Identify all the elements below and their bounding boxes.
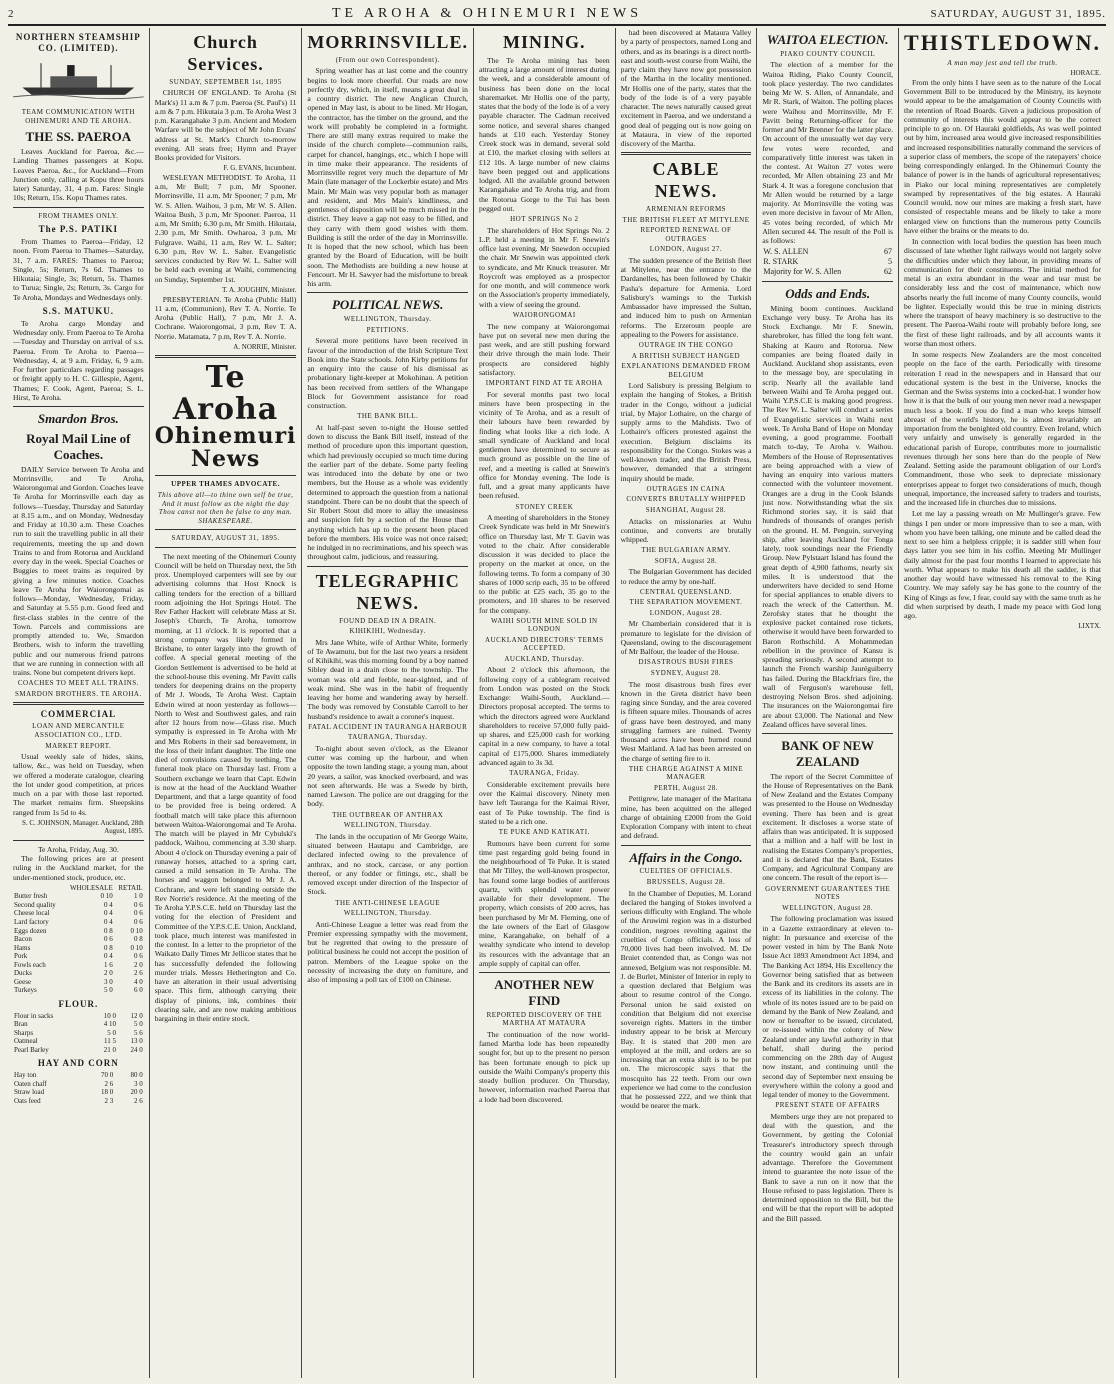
table-row [13,1097,144,1106]
table-cell-r: 2 6 [133,1096,143,1105]
table-cell-item: Oatmeal [14,1037,38,1046]
martha-continued-text: had been discovered at Mataura Valley by a party of prospectors, named Long and others, and as its bearings is a direct north-east and south-west course from Waihi, the party claim they have now got possession of the Martha in the locality mentioned. Mr Hollis one of the party, states that the body of the lode is of a very payable character. The news naturally caused great excitement in Paeroa, and we understand a good deal of pegging out is now going on at Mataura, in view of the reported discovery of the Martha. [620,28,752,148]
table-row [13,952,144,961]
divider [479,972,610,973]
church-signature-2: T. A. JOUGHIN, Minister. [222,285,297,294]
table-cell-w: 0 4 [103,900,113,909]
table-cell-w: 0 10 [100,892,113,901]
divider [13,406,144,407]
anthrax-text: The lands in the occupation of Mr George Waite, situated between Hautapu and Cambridge, are declared infected owing to the prevalence of anthrax, and no stock, carcase, or any portion thereof, or any fodder or fittings, etc., shall be removed except under direction of the Inspector of Stock. [307,831,468,897]
new-find-subheading: REPORTED DISCOVERY OF THE MARTHA AT MATAURA [486,1010,602,1028]
table-row [13,969,144,978]
ship-paeroa-text: Leaves Auckland for Paeroa, &c.—Landing Thames passengers at Kopu. Leaves Paeroa, &c., for Auckland—From Junction only, calling at Kopu three hours later) Saturday, 31, 4 p.m. Fares: Single 10s; Return, 15s. Kopu Thames rates. [13,147,144,203]
church-date: SUNDAY, SEPTEMBER 1st, 1895 [169,77,282,86]
table-row [13,892,144,901]
thistledown-text-2: In connection with local bodies the question has been much discussed of late whether light railways would not largely solve the difficulties under which they labour, in providing means of communication for their constituents. The initial method for metal is an extra abundant in the wear and tear must be considerably less and the cost of maintenance, which now absorbs nearly the full income of many County councils, would be lighter. Especially would this be true in mining districts where the transport of heavy machinery is so destructive to the present. The Paeroa-Waihi route will probably before long, see the first of these light railroads, and by all accounts wants it worse than most others. [904,237,1102,348]
table-cell-w: 5 0 [107,1028,116,1037]
auckland-text: About 2 o'clock this afternoon, the following copy of a cablegram received from London was posted on the Stock Exchange: Waihi-South, Auckland.—Directors proposal accepted. The terms to which the directors agreed were Auckland shareholders to receive 57,000 fully paid-up shares, and £25,000 cash for working capital in a new company, to have a total capital of £175,000. Shares immediately advanced again to 3s 3d. [478,665,610,767]
produce-table [13,884,144,995]
epigraph: A man may jest and tell the truth. [947,58,1058,67]
table-cell-r: 0 10 [130,943,143,952]
table-cell-item: Lard factory [14,917,49,926]
table-cell-item: Oaten chaff [14,1079,47,1088]
mine-manager-text: Pettigrew, late manager of the Maritana mine, has been acquitted on the alleged charge of obtaining £2000 from the Gold Exploration Company with intent to cheat and defraud. [620,794,752,841]
table-cell-r: 2 0 [133,960,143,969]
column-6 [757,28,899,1378]
important-find-heading: IMPORTANT FIND AT TE AROHA [485,379,603,388]
table-cell-r: 0 6 [133,900,143,909]
table-row [13,1020,144,1029]
cruelties-heading: CUELTIES OF OFFICIALS. [639,867,733,876]
table-cell-votes: 62 [884,266,893,276]
table-row [13,961,144,970]
coach-text: DAILY Service between Te Aroha and Morrinsville, and Te Aroha, Waiorongomai and Gordon. Coaches leave Te Aroha for Morrinsville each day as follows—Tuesday, Thursday and Saturday at 8.15 a.m., and on Monday, Wednesday and Friday at 10.30 a.m. These Coaches run to suit the travelling public in all their requirements, meeting the up and down Trains to and from Rotorua and Auckland every day in the week. Special Coaches or Buggies to meet trains as required by giving a few minutes notice. Coaches leave Te Aroha for Waiorongomai as follows—Monday, Wednesday, Friday, and Saturday at 5.55 p.m. Good feed and first-class stables in the centre of the Town. Parcels and commissions are promptly attended to. We, Smardon Brothers, wish to inform the travelling public and our numerous friend patrons that we are running in connection with all trains. None but competent drivers kept. [13,464,144,678]
morrinsville-text: Spring weather has at last come and the country begins to look more cheerful. Our roads are now perfectly dry, which, in itself, means a great deal in a country district. The new Anglican Church, opened in May last, is about to be lined. Mr Hogan, the contractor, has the timber on the ground, and the work will probably be completed in a fortnight. There are still many extras required to make the inside of the church complete—communion rails, carpet for chancel, hangings, etc., which I hope will in time make their appearance. The residents of Morrinsville regret very much the departure of Mr Main (late manager of the Lockerbie estate) and Mrs Main. Mr Main was very popular both as manager and resident, and Mrs Main's kindliness, and gentleness of disposition will be much missed in the district. They leave a gap not easy to be filled, and they carry with them good wishes with them. Building is still the order of the day in Morrinsville. It is hoped that the new school, which has been granted by the Board of Education, will be built soon. The Methodists are building a new house at Fencourt. Mr H. Sawyer had the misfortune to break his arm. [307,66,468,289]
table-row [13,1037,144,1046]
table-row [13,944,144,953]
table-cell-r: 0 8 [133,935,143,944]
bank-bill-heading: THE BANK BILL. [357,412,419,421]
cable-news-heading: CABLE NEWS. [652,159,720,202]
table-cell-w: 70 0 [100,1071,114,1080]
shanghai-dateline: SHANGHAI, August 28. [645,506,727,514]
coaches-meet-heading: COACHES TO MEET ALL TRAINS. [17,679,139,688]
table-row [13,901,144,910]
table-cell-r: 0 6 [133,917,143,926]
table-row [13,1029,144,1038]
column-7 [899,28,1106,1378]
smardon-signature: SMARDON BROTHERS. TE AROHA. [14,689,142,698]
paper-nameplate [155,362,297,471]
table-cell-r: 0 6 [133,952,143,961]
drain-dateline: KIHIKIHI, Wednesday. [349,627,426,636]
thistledown-text-3: In some respects New Zealanders are the most conceited people on the face of the earth. Periodically with tiresome reiteration I read in the newspapers and in Hansard that our educational system is the best in the Universe, knocks the German and the Swiss systems into a cocked-hat. I wonder how how it is that the bulk of our young men never read a newspaper much less a book. If you do find a man who keeps himself abreast of the world's history, he is almost invariably an importation from the benighted old country. Even Ireland, which very unfairly and unwisely is generally regarded in the educational parish of Europe, contributes more to journalistic revenues through her sons here than do the people of New Zealand. Setting aside the paramount obligation of our Lord's Commandment, those who seek to depreciate missionary enterprises appear to forget two considerations of much, though unequal, importance, the increased safety to traders and tourists, and the increased life in churches due to missions. [904,350,1102,508]
table-cell-w: 0 6 [103,935,113,944]
anthrax-heading: THE OUTBREAK OF ANTHRAX [332,810,444,819]
table-cell-r: 4 0 [133,977,143,986]
bank-nz-heading: BANK OF NEW ZEALAND [781,738,875,769]
new-find-text: The continuation of the now world-famed Martha lode has been repeatedly sought for, but up to the present no person has been fortunate enough to pick up outside the Waihi Company's property this steady bullion producer. On Thursday, however, information reached Paeroa that a lode had been discovered. [478,1029,610,1104]
divider [307,292,468,293]
present-state-text: Members urge they are not prepared to deal with the question, and the Government, by getting the Colonial Treasurer's introductory speech through the country would gain an unfair advantage. Therefore the Government intend to guarantee the note issue of the Bank to save a run on it now that the House refused to pass legislation. There is determined opposition to the Bill, but the end will be that the report will be adopted and the Bill passed. [762,1111,894,1223]
political-text: Several more petitions have been received in favour of the introduction of the Irish Scripture Text Book into the State schools. John Kirby petitions for an enquiry into the cause of his dismissal as probationary light-keeper at Mokohinau. A petition has been received from settlers of the Whangape Block for Government assistance for road construction. [307,336,468,411]
hay-heading: HAY AND CORN [37,1058,119,1069]
wholesale-header: WHOLESALE [69,883,113,892]
political-news-heading: POLITICAL NEWS. [331,297,444,313]
separation-heading: THE SEPARATION MOVEMENT. [629,598,743,607]
paper-date: SATURDAY, AUGUST 31, 1895. [171,534,280,543]
table-cell-w: 18 0 [100,1088,114,1097]
brussels-dateline: BRUSSELS, August 28. [646,877,726,886]
page-columns [8,28,1106,1378]
methodist-text: WESLEYAN METHODIST. Te Aroha, 11 a.m, Mr Bull; 7 p.m, Mr Spooner. Morrinsville, 11 a.m, Mr Spooner; 7 p.m, Mr W. S. Allen. Waihou, 3 p.m, Mr W. S. Allen. Waitoa Bush, 3 p.m, Mr Spooner. Paeroa, 11 a.m, Mr Smith; 6.30 p.m, Mr Smith. Hikutaia, 2.30 p.m, Mr Smith. Owharoa, 3 p.m, Mr Fulgrave. Waihi, 11 a.m, Rev W. L. Salter; 6.30 p.m, Rev W. L. Salter. Evangelistic services conducted by Rev W. L. Salter will be held each evening at Waihi, commencing on Sunday, September 1st. [154,172,297,284]
bank-bill-text: At half-past seven to-night the House settled down to discuss the Bank Bill itself, instead of the method of procedure upon this important question, which had previously occupied so much time during the earlier part of the debate. Some party feeling was introduced into the debate by one or two members, but the House as a whole was evidently determined to approach the question from a national standpoint. There can be no doubt that the speech of Sir Robert Stout did more to allay the uneasiness and suspicion felt by a section of the House than anything which has up to the present been placed before the members. His voice was not once raised; he indulged in no recriminations, and his speech was throughout calm, judicious, and reassuring. [307,422,468,562]
loan-heading: LOAN AND MERCANTILE ASSOCIATION CO., LTD. [32,722,125,739]
armenian-text: The sudden presence of the British fleet at Mitylene, near the entrance to the Dardanelles, has been followed by Chakir Pasha's departure for Armenia. Lord Salisbury's warnings to the Turkish Ambassador have impressed the Sultan, and induced him to push on Armenian reforms. The Erzeroum people are appealing to the Powers for assistance. [620,255,752,339]
auckland-dateline: AUCKLAND, Thursday. [504,654,585,663]
congo-text: Lord Salisbury is pressing Belgium to explain the hanging of Stokes, a British trader in the Congo, without a judicial trial, by Major Lothaire, on the charge of supply arms to the Mahdists. Two of Lothaire's officers protested against the execution. Belgium disclaims its responsibility for the Congo. Stokes was a well-known trader, and the British Press, however, demanded that a stringent inquiry should be made. [620,381,752,483]
antichinese-heading: THE ANTI-CHINESE LEAGUE [335,898,441,907]
piako-heading: PIAKO COUNTY COUNCIL [780,49,876,58]
important-find-text: For several months past two local miners have been prospecting in the vicinity of Te Aroha, and as a result of their labours have been rewarded by finding what looks like a rich lode. A small syndicate of Auckland and local gentlemen have determined to secure as much ground as possible on the line of reef, and a meeting is called at Snewin's office for Monday evening. The lode is full, and a great many applicants have been refused. [478,389,610,501]
british-fleet-heading: THE BRITISH FLEET AT MITYLENE [622,215,750,224]
mine-manager-heading: THE CHARGE AGAINST A MINE MANAGER [628,764,744,782]
table-cell-item: Bran [14,1020,28,1029]
table-row [13,935,144,944]
affairs-congo-heading: Affairs in the Congo. [629,849,743,865]
prices-date: Te Aroha, Friday, Aug. 30. [37,844,119,854]
flour-heading: FLOUR. [58,998,99,1009]
bush-fires-heading: DISASTROUS BUSH FIRES [638,658,734,667]
table-cell-w: 0 8 [103,943,113,952]
divider [13,702,144,705]
matuku-heading: S.S. MATUKU. [42,305,115,316]
table-row [13,986,144,995]
steamship-icon [13,58,144,102]
table-row [13,978,144,987]
stoney-creek-heading: STONEY CREEK [515,502,574,511]
congo-outrage-heading: OUTRAGE IN THE CONGO [638,341,734,350]
antichinese-dateline: WELLINGTON, Thursday. [343,909,432,918]
patiki-heading: The P.S. PATIKI [38,224,119,235]
table-cell-votes: 5 [888,257,893,267]
waiorongomai-heading: WAIORONGOMAI [512,310,576,319]
odds-ends-text: Mining boom continues. Auckland Exchange very busy. Te Aroha has its Stock Exchange. Mr F. Snewin, sharebroker, has filled the long felt want. Shaking at Kauro and Rotorua. New companies are being floated daily in Auckland. Auckland shop assistants, even to the message boy, are speculating in scrip. Nearly all the available land between Waihi and Te Aroha pegged out. Waihi Y.P.S.C.E is making good progress. The Rev W. L. Salter will conduct a series of Evangelistic services in Waihi next week. Te Aroha Band of Hope on Monday evening, a good programme. Football match to-day, Te Aroha v. Waihou. Members of the House of Representatives are being approached with a view of having an enquiry into various matters connected with the volunteer movement. Oranges are a drug in the Cook Islands just now. Notwithstanding what the six Richmond stories say, it is said that hundreds of thousands of oranges perish on the ground. H. M. Penguin, surveying ship, after leaving Auckland for Tonga lately, took soundings near the Friendly Group. New Pylstaart Island has found the great depth of 4,900 fathoms, nearly six miles. It is understood that the underwriters have decided to send Home for special appliances to enable divers to reach the wreck of the Catterthun. M. Zerofsky states that he thought the explosive packet contained rose tickets, otherwise it would have been forwarded to Baron Rothschild. A Mohammedan rebellion in the province of Kansu is spreading seriously. A second attempt to launch the French warship Jauréguiberry has failed. During the Blackfriars fire, the wall of Ferguson's warehouse fell, destroying Nelson Bros. shed adjoining. The insurances on the Waiorongomai fire are about £3,000. The National and New Zealand offices have several lines. [762,303,894,729]
petitions-heading: PETITIONS. [366,325,409,334]
katikati-heading: TE PUKE AND KATIKATI. [498,828,590,837]
table-cell-name: W. S. ALLEN [763,247,809,257]
advocate-heading: UPPER THAMES ADVOCATE. [171,480,280,489]
table-cell-w: 5 0 [103,986,113,995]
mining-text: The Te Aroha mining has been attracting a large amount of interest during the week, and a considerable amount of business has been done on the local sharemarket. Mr Hollis one of the party, states that the body of the lode is of a very payable character. The Cadman received some notice, and several shares changed hands at £10 each. Yesterday Stoney Creek stock was in demand, several sold at £10, the market closing with sellers at £12 10s. A large number of new claims have been pegged out and applications lodged. All the available ground between Karangahake and Te Aroha trig, and from the Rotorua Gorge to the Tui has been pegged out. [478,55,610,213]
table-cell-item: Geese [14,977,32,986]
table-cell-item: Hams [14,943,31,952]
caina-text: Attacks on missionaries at Wuhu continue, and converts are brutally whipped. [620,516,752,545]
anthrax-dateline: WELLINGTON, Thursday. [343,821,432,830]
caina-subheading: CONVERTS BRUTALLY WHIPPED [626,495,746,504]
table-row [13,909,144,918]
church-services-heading: Church Services. [187,32,264,74]
waihi-south-heading: WAIHI SOUTH MINE SOLD IN LONDON [491,616,598,634]
table-row [13,927,144,936]
column-3 [302,28,474,1378]
table-cell-item: Ducks [14,969,32,978]
sofia-dateline: SOFIA, August 28. [654,556,718,565]
hot-springs-heading: HOT SPRINGS No 2 [510,215,579,224]
caina-heading: OUTRAGES IN CAINA [646,484,726,493]
table-cell-w: 11 5 [103,1037,116,1046]
sydney-dateline: SYDNEY, August 28. [650,668,722,677]
table-cell-item: Eggs dozen [14,926,47,935]
table-row [762,267,893,277]
table-row [13,1071,144,1080]
table-cell-r: 80 0 [130,1071,143,1080]
auckland-directors-heading: AUCKLAND DIRECTORS' TERMS ACCEPTED. [485,635,604,653]
guarantee-heading: GOVERNMENT GUARANTEES THE NOTES [765,884,891,902]
divider [621,152,752,155]
waitoa-text: The election of a member for the Waitoa Riding, Piako County Council, took place yesterday. The two candidates being Mr W. S. Allen, of Annandale, and Mr R. Stark, of Waiton. The polling places were Waihou and Morrinsville, Mr F. Pavitt being Returning-officer for the former and Mr Brenner for the latter place. On account of the unusually wet day very few votes were recorded, and comparatively little interest was taken in the contest. At Waiton 27 votes were recorded, Mr Allen obtaining 23 and Mr Stark 4. It was a foregone conclusion that Mr Allen would be returned by a large majority. At Morrinsville the voting was even more decisive in favour of Mr Allen, 45 votes being recorded, of which Mr Allen secured 44. The result of the Poll is as follows: [762,60,894,246]
editorial-text: The next meeting of the Ohinemuri County Council will be held on Thursday next, the 5th prox. Unemployed carpenters will see by our advertising columns that Host Knock is calling tenders for the erection of a billiard room adjoining the Hot Springs Hotel. The Rev Father Hackett will celebrate Mass at St. Joseph's Church, Te Aroha, tomorrow morning, at 11 o'clock. It is reported that a strong company was likely formed in Brisbane, to enter largely into the growth of coffee. A special general meeting of the Gordon Settlement is advertised to be held at the school-house this evening. Mr Pavitt calls tenders for deepening drains on the property of Mr J. Woods, Te Aroha West. Captain Edwin wired at noon yesterday as follows—North to West and Southwest gales, and rain after 12 hours from now—Glass rise. Much sympathy is expressed in Te Aroha with Mr and Mrs Roberts in their sad bereavement, in the loss of their infant daughter. The little one died of convulsions caused by teething. The funeral took place on Thursday last. From a Southern exchange we learn that Capt. Edwin is now at the head of the Auckland Weather Department, and that a large quantity of food to be provided free is being ordered. A football match will take place this afternoon between Waitoa-Waiorongomai and Te Aroha. The match will be played in Mr Cybulski's paddock, Waihou, commencing at 3.30 sharp. About 4 o'clock on Thursday evening a pair of runaway horses, attached to a spring cart, caused a mild sensation in Te Aroha. The horses and waggon belonged to Mr J. A. Cochrane, and were left standing outside the Rev Norrie's residence. At the meeting of the Te Aroha Y.P.S.C.E. held on Thursday last the voting for the election of President and Committee of the Y.P.S.C.E. Union, Auckland, took place, much interest was manifested in the contest. In a letter to the proprietor of the Waikato Daily Times Mr Jellicoe states that he has successfully defended the following murder trials. Messrs Hetherington and Co. have an alteration in their usual advertising space. This firm, although carrying their display of pinions, ink, combines their clearing sale, and are now making ambitious bargaining in their entire stock. [154,551,297,1024]
table-cell-w: 0 4 [103,917,113,926]
table-cell-r: 24 0 [130,1045,143,1054]
paper-name-line-2: Ohinemuri News [154,423,297,473]
divider [155,475,297,476]
new-find-heading: ANOTHER NEW FIND [494,977,595,1008]
table-cell-item: Fowls each [14,960,46,969]
divider [13,207,144,208]
wellington-dateline: WELLINGTON, August 28. [782,903,874,912]
guarantee-text: The following proclamation was issued in a Gazette extraordinary at eleven to-night: In pursuance and exercise of the power vested in him by The Bank Note Issue Act 1893 Amendment Act 1894, and The Banking Act 1894, His Excellency the Governor being satisfied that as between the Bank and its creditors its assets are in excess of its liabilities in the colony. The whole of its notes issued are to be paid on demand by the Bank of New Zealand, and now or hereafter to be issued, circulated, or re-issued within the colony of New Zealand under any lawful authority in that behalf, shall during the period commencing on the 28th day of August now instant, and continuing until the second day of September next ensuing be everywhere within the colony a good and legal tender of money to the Government. [762,914,894,1100]
present-state-heading: PRESENT STATE OF AFFAIRS [775,1101,881,1110]
drain-text: Mrs Jane White, wife of Arthur White, formerly of Te Awamutu, but for the last two years a resident of Kihikihi, was this morning found by a boy named Sibley dead in a drain close to the township. The woman was old and feeble, near-sighted, and of weak mind. She was in the habit of frequently leaving her home and wandering away by herself. The body was removed by Constable Carroll to her husband's residence to await a coroner's inquest. [307,637,468,721]
table-cell-item: Hay ton [14,1071,37,1080]
table-cell-r: 12 0 [130,1011,143,1020]
royal-mail-heading: Royal Mail Line of Coaches. [26,430,131,462]
mining-heading: MINING. [503,32,586,52]
divider [13,840,144,841]
table-row [13,1046,144,1055]
antichinese-text: Anti-Chinese League a letter was read from the Premier expressing sympathy with the movement, but he regretted that owing to the pressure of political business he could not accept the position of patron. Members of the League spoke on the necessity of increasing the duty on furniture, and also of imposing a poll tax of £100 on Chinese. [307,919,468,985]
tauranga-heading: FATAL ACCIDENT IN TAURANGA HARBOUR [308,722,468,731]
smardon-heading: Smardon Bros. [37,411,119,427]
newspaper-title: TE AROHA & OHINEMURI NEWS [332,6,642,21]
table-cell-r: 5 6 [133,1028,143,1037]
affairs-text: In the Chamber of Deputies, M. Lorand declared the hanging of Stokes involved a serious difficulty with England. The whole of the Aruwimi region was in a disturbed condition, negroes revolting against the cruelties of Congo officials. A loss of 70,000 lives had been involved. M. De Bruiet contended that, as Congo was not annexed, Belgium was not responsible. M. J. de Burlet, Minister of Interior in reply to a question declared that Belgium was about to resume control of the Congo. Personal union he said existed on condition that Belgium did not exercise sovereign rights. Matters in the timber industry appear to be brisk at Mercury Bay. It is stated that 200 men are employed at the mill, and orders are so increasing that an extra shift is to be put on. The microscopic says that the moscquito has 22 teeth. From our own experience we had come to the conclusion that he possessed 222, and we think that would be nearer the mark. [620,888,752,1111]
divider [762,281,893,282]
table-cell-item: Cheese local [14,909,50,918]
tauranga-text: To-night about seven o'clock, as the Eleanor cutter was coming up the harbour, and when opposite the town landing stage, a young man, about 20 years, a sailor, was knocked overboard, and was not seen afterwards. He was a Swede by birth, named Lawson. The police are out dragging for the body. [307,743,468,809]
table-cell-r: 13 0 [130,1037,143,1046]
table-cell-r: 20 0 [130,1088,143,1097]
column-5 [616,28,758,1378]
table-cell-w: 21 0 [103,1045,116,1054]
telegraphic-news-heading: TELEGRAPHIC NEWS. [315,570,460,613]
motto: This above all—to thine own self be true, And it must follow as the night the day Thou canst not then be false to any man. SHAKESPEARE. [157,491,294,525]
table-cell-w: 10 0 [103,1011,116,1020]
divider [307,566,468,567]
morrinsville-heading: MORRINSVILLE. [307,32,468,52]
table-cell-item: Sharps [14,1028,34,1037]
thistledown-text-4: Let me lay a passing wreath on Mr Mullinger's grave. Few things I pen under or more impressive than to see a man, with whom you have been talking, one minute and be called dead the next to see him a helpless cripple; it is sadder still when four days latter you see him in his coffin. Meeting Mr Mullinger daily almost for the past four months I learned to appreciate his worth. What appears to make his death all the sadder, is that another day would have witnessed his removal to the King Country. We may safely say he has gone to the country of the King of Kings as few, I fear, could say with the same truth as he did when surprised by death, I made my peace with God long ago. [904,509,1102,621]
thames-only-heading: FROM THAMES ONLY. [38,211,119,220]
company-title: NORTHERN STEAMSHIP CO. (LIMITED). [15,32,141,53]
divider [762,733,893,734]
table-cell-r: 2 6 [133,969,143,978]
table-cell-w: 1 6 [103,960,113,969]
church-signature-1: F. G. EVANS, Incumbent. [223,164,297,173]
separation-text: Mr Chamberlain considered that it is premature to legislate for the division of Queensland, owing to the discouragement of Mr Balfour, the leader of the House. [620,619,752,657]
divider [155,529,297,530]
table-cell-w: 0 4 [103,952,113,961]
patiki-text: From Thames to Paeroa—Friday, 12 noon. From Paeroa to Thames—Saturday, 31, 7 a.m. FARES: Thames to Paeroa; Single, 5s; Return, 7s 6d. Thames to Hikutaia; Single, 3s; Return, 5s. Thames to Turua; Single, 2s; Return, 3s. Cargo for Te Aroha, Mondays and Wednesdays only. [13,237,144,302]
armenian-heading: ARMENIAN REFORMS [645,205,727,214]
table-cell-item: Bacon [14,935,32,944]
table-cell-item: Flour in sacks [14,1011,54,1020]
hot-springs-text: The shareholders of Hot Springs No. 2 L.P. held a meeting in Mr F. Snewin's office last evening. Mr Snewdon occupied the chair. Mr Snewin was appointed clerk to syndicate, and Mr Knuck treasurer. Mr Roycroft was employed as a prospector for one month, and will commence work on the Association's property immediately, with a view of seeing the ground. [478,225,610,309]
british-subject-heading: A BRITISH SUBJECT HANGED [631,351,741,360]
table-row [13,1012,144,1021]
column-1 [8,28,150,1378]
table-row [762,247,893,257]
tauranga-dateline: TAURANGA, Thursday. [348,733,428,742]
table-cell-w: 2 6 [104,1079,114,1088]
tauranga2-dateline: TAURANGA, Friday. [509,769,580,778]
table-cell-item: Pearl Barley [14,1045,49,1054]
divider [621,845,752,846]
table-cell-w: 4 10 [103,1020,116,1029]
table-cell-r: 6 0 [133,986,143,995]
hay-table [13,1071,144,1105]
commercial-heading: COMMERCIAL [40,709,117,720]
bush-fires-text: The most disastrous bush fires ever known in the Greta district have been raging since Sunday, and the area covered is fifteen square miles. Thousands of acres of grass have been destroyed, and many struggling farmers are ruined. Twenty thousand acres have been burned round West Maitland. A lad has been arrested on the charge of setting fire to it. [620,679,752,763]
table-cell-item: Straw load [14,1088,45,1097]
issue-date: SATURDAY, AUGUST 31, 1895. [930,8,1106,20]
poll-results-table [762,247,893,276]
table-cell-item: Turkeys [14,986,37,995]
church-signature-3: A. NORRIE, Minister. [233,342,297,351]
table-header [13,884,144,893]
bulgarian-text: The Bulgarian Government has decided to reduce the army by one-half. [620,567,752,586]
table-row [13,1080,144,1089]
perth-dateline: PERTH, August 28. [653,783,719,792]
table-cell-item: Second quality [14,900,56,909]
table-cell-r: 0 10 [130,926,143,935]
matuku-text: Te Aroha cargo Monday and Wednesday only. From Paeroa to Te Aroha—Tuesday and Thursday on arrival of s.s. Paeroa. From Te Aroha to Paeroa—Wednesday, 4, at 9 a.m. Friday, 6, 9 a.m. For further particulars regarding passages or freight apply to H. C. Gillespie, Agent, Thames; F. Cook, Agent, Paeroa; S. L. Hirst, Te Aroha. [13,318,144,402]
table-cell-item: Pork [14,952,28,961]
table-cell-name: Majority for W. S. Allen [763,266,842,276]
london2-dateline: LONDON, August 28. [649,608,723,617]
waiorongomai-text: The new company at Waiorongomai have put on several new men during the past week, and are still pushing forward their drive through the main lode. Their prospects are considered highly satisfactory. [478,321,610,377]
table-cell-w: 0 8 [103,926,113,935]
table-cell-name: R. STARK [763,257,799,267]
paper-name-line-1: Te Aroha [172,360,279,427]
prices-intro: The following prices are at present ruling in the Auckland market, for the under-mentioned stock, produce, etc. [13,854,144,882]
thistledown-text-1: From the only hints I have seen as to the nature of the Local Government Bill to be introduced by the Ministry, its keynote would appear to be the amalgamation of County Councils with the retention of Road Boards. Given a judicious proposition of community of interests this would appear to be the correct principle to go on. Of Hauraki goldfields, As was well pointed out by him, increased area would give increased responsibilities and increased responsibilities naturally command the services of a superior class of members, the scope of the ratepayers' choice being correspondingly enlarged. In the Ohinemuri County the balance of power is in the hands of agricultural representatives; in Piako our local mining representatives are completely swamped by representatives of the big estates. A Hauraki Council would, now our mines are making a fresh start, have consisted of respectable means and be likely to take a more enlarged view on functions than the numerous petty Councils have either the brains or the means to do. [904,77,1102,235]
tauranga2-text: Considerable excitement prevails here over the Kaimai discovery. Ninety men have left Tauranga for the Kaimai River, east of Te Puke township. The find is stated to be a rich one. [478,779,610,826]
thistledown-heading: THISTLEDOWN. [904,30,1102,55]
table-cell-r: 1 0 [133,892,143,901]
drain-heading: FOUND DEAD IN A DRAIN. [339,616,437,625]
epigraph-source: HORACE. [1070,69,1102,78]
table-cell-r: 5 0 [133,1020,143,1029]
table-cell-w: 0 4 [103,909,113,918]
table-cell-w: 2 3 [104,1096,114,1105]
bulgarian-heading: THE BULGARIAN ARMY. [641,546,731,555]
column-4 [474,28,616,1378]
company-subtitle: TEAM COMMUNICATION WITH OHINEMURI AND TE AROHA. [21,108,135,125]
ship-paeroa-heading: THE SS. PAEROA [25,129,132,145]
table-cell-w: 2 0 [103,969,113,978]
renewal-heading: REPORTED RENEWAL OF OUTRAGES [640,226,732,243]
table-cell-w: 3 0 [103,977,113,986]
table-cell-r: 3 0 [133,1079,143,1088]
page-number: 2 [8,8,14,20]
thistledown-signature: LIXTX. [1078,622,1102,631]
church-text: CHURCH OF ENGLAND. Te Aroha (St Mark's) 11 a.m & 7 p.m. Paeroa (St. Paul's) 11 a.m & 7 p.m. Hikutaia 3 p.m. Te Aroha West 3 p.m. Karangahake 3 p.m. Ancient and Modern Warfare will be the subject of Mr John Evans' address at St. Mark's Church to-morrow evening. All seats free; Hymn and Prayer Books provided for Visitors. [154,88,297,163]
divider [155,547,297,548]
masthead [8,4,1106,26]
table-cell-item: Oats feed [14,1096,41,1105]
queensland-heading: CENTRAL QUEENSLAND. [639,587,733,596]
column-2 [150,28,303,1378]
market-text: Usual weekly sale of hides, skins, tallow, &c., was held on Tuesday, when we offered a moderate catalogue, clearing the lot under good competition, at prices much on a par with those last reported. The market remains firm. Sheepskins ranged from 1s 5d to 4s. [13,752,144,817]
market-report-heading: MARKET REPORT. [45,741,112,750]
retail-header: RETAIL [118,883,143,892]
political-dateline: WELLINGTON, Thursday. [343,315,432,324]
stoney-creek-text: A meeting of shareholders in the Stoney Creek Syndicate was held in Mr Snewin's office on Thursday last, Mr T. Gavin was voted to the chair. After considerable discussion it was decided to place the property on the market at once, on the following terms. To form a company of 30 shares of 1000 scrip each, 35 to be offered to the public at £25 each, 35 go to the promoters, and 10 shares to be reserved for the company. [478,513,610,615]
table-row [13,918,144,927]
presbyterian-text: PRESBYTERIAN. Te Aroha (Public Hall) 11 a.m, (Communion), Rev T. A. Norrie. Te Aroha (Public Hall), 7 p.m, Mr J. A. Cochrane. Waiorongomai, 3 p.m, Rev T. A. Norrie. Matamata, 7 p.m, Rev T. A. Norrie. [154,294,297,341]
table-cell-item: Butter fresh [14,892,48,901]
table-cell-votes: 67 [884,247,893,257]
explanations-heading: EXPLANATIONS DEMANDED FROM BELGIUM [621,362,751,379]
waitoa-election-heading: WAITOA ELECTION. [766,32,889,47]
bank-nz-text: The report of the Secret Committee of the House of Representatives on the Bank of New Zealand and the Estates Company was presented to the House on Wednesday evening. There has been and is great excitement. It discloses a worse state of affairs than was anticipated. It is supposed that a million and a half will be lost in realising the Estates Company's properties, and it is declared that the Bank, Estates Company, and Agricultural Company are one concern. The result of the report is— [762,771,894,883]
divider [155,355,297,358]
morrinsville-subheading: (From our own Correspondent). [335,55,440,64]
table-cell-r: 0 6 [133,909,143,918]
table-row [13,1088,144,1097]
london-dateline: LONDON, August 27. [649,245,723,254]
katikati-text: Rumours have been current for some time past regarding gold being found in the neighbourhood of Te Puke. It is stated that Mr Tilley, the well-known prospector, has found some large bodies of auriferous quartz, with splendid water power available for their development. The property, which consists of 200 acres, has been purchased by Mr M. Fleming, one of the late owners of the Earl of Glasgow mine, Karangahake, on behalf of a wealthy syndicate who intend to develop its resources with the advantage that an ample supply of capital can offer. [478,838,610,968]
manager-signature: S. C. JOHNSON, Manager. Auckland, 28th August, 1895. [21,818,144,836]
odds-ends-heading: Odds and Ends. [785,285,871,301]
table-row [762,257,893,267]
flour-table [13,1012,144,1055]
